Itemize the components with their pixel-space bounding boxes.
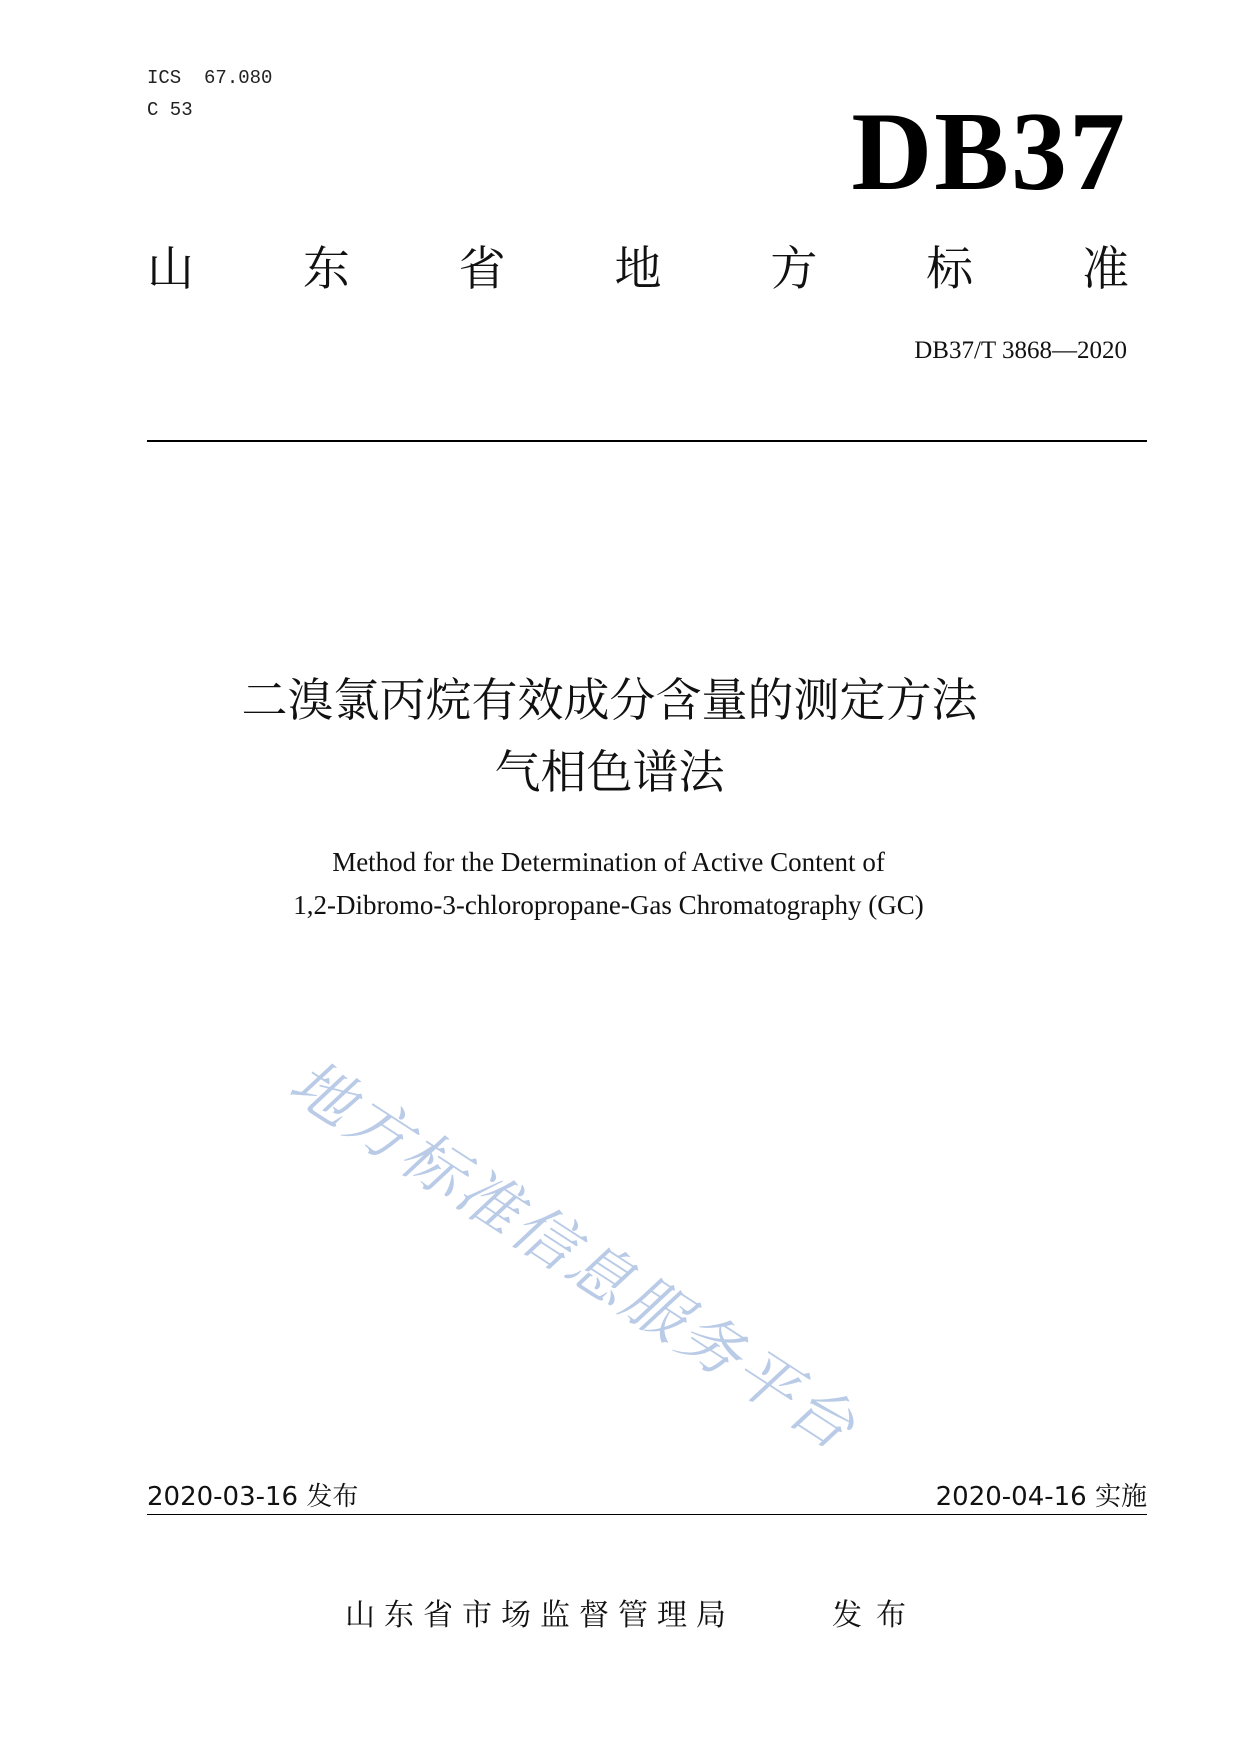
ccs-code: C 53 [147,99,193,121]
standard-type-char: 方 [770,242,818,297]
standard-type-char: 省 [458,242,506,297]
issued-label: 发布 [832,1598,920,1633]
title-chinese-line-2: 气相色谱法 [494,745,725,799]
watermark-text: 地方标准信息服务平台 [277,1044,871,1466]
standard-code-logo: DB37 [851,90,1127,214]
issue-date: 2020-03-16 发布 [147,1482,359,1512]
standard-type-char: 准 [1081,242,1129,297]
standard-type-heading [147,240,1129,300]
standard-type-char: 山 [147,242,194,297]
standard-type-char: 标 [926,242,974,297]
standard-type-char: 东 [302,242,350,297]
issuing-authority: 山东省市场监督管理局 [345,1598,735,1633]
title-chinese-line-1: 二溴氯丙烷有效成分含量的测定方法 [241,673,978,727]
title-english-line-2: 1,2-Dibromo-3-chloropropane-Gas Chromatography (GC) [293,890,924,920]
classification-codes [147,62,272,126]
standard-type-char: 地 [614,242,662,297]
footer-divider [147,1514,1147,1515]
title-english-line-1: Method for the Determination of Active Content of [332,847,885,877]
standard-number: DB37/T 3868—2020 [914,337,1127,364]
header-divider [147,440,1147,442]
implementation-date: 2020-04-16 实施 [935,1482,1147,1512]
ics-code: ICS 67.080 [147,67,273,89]
